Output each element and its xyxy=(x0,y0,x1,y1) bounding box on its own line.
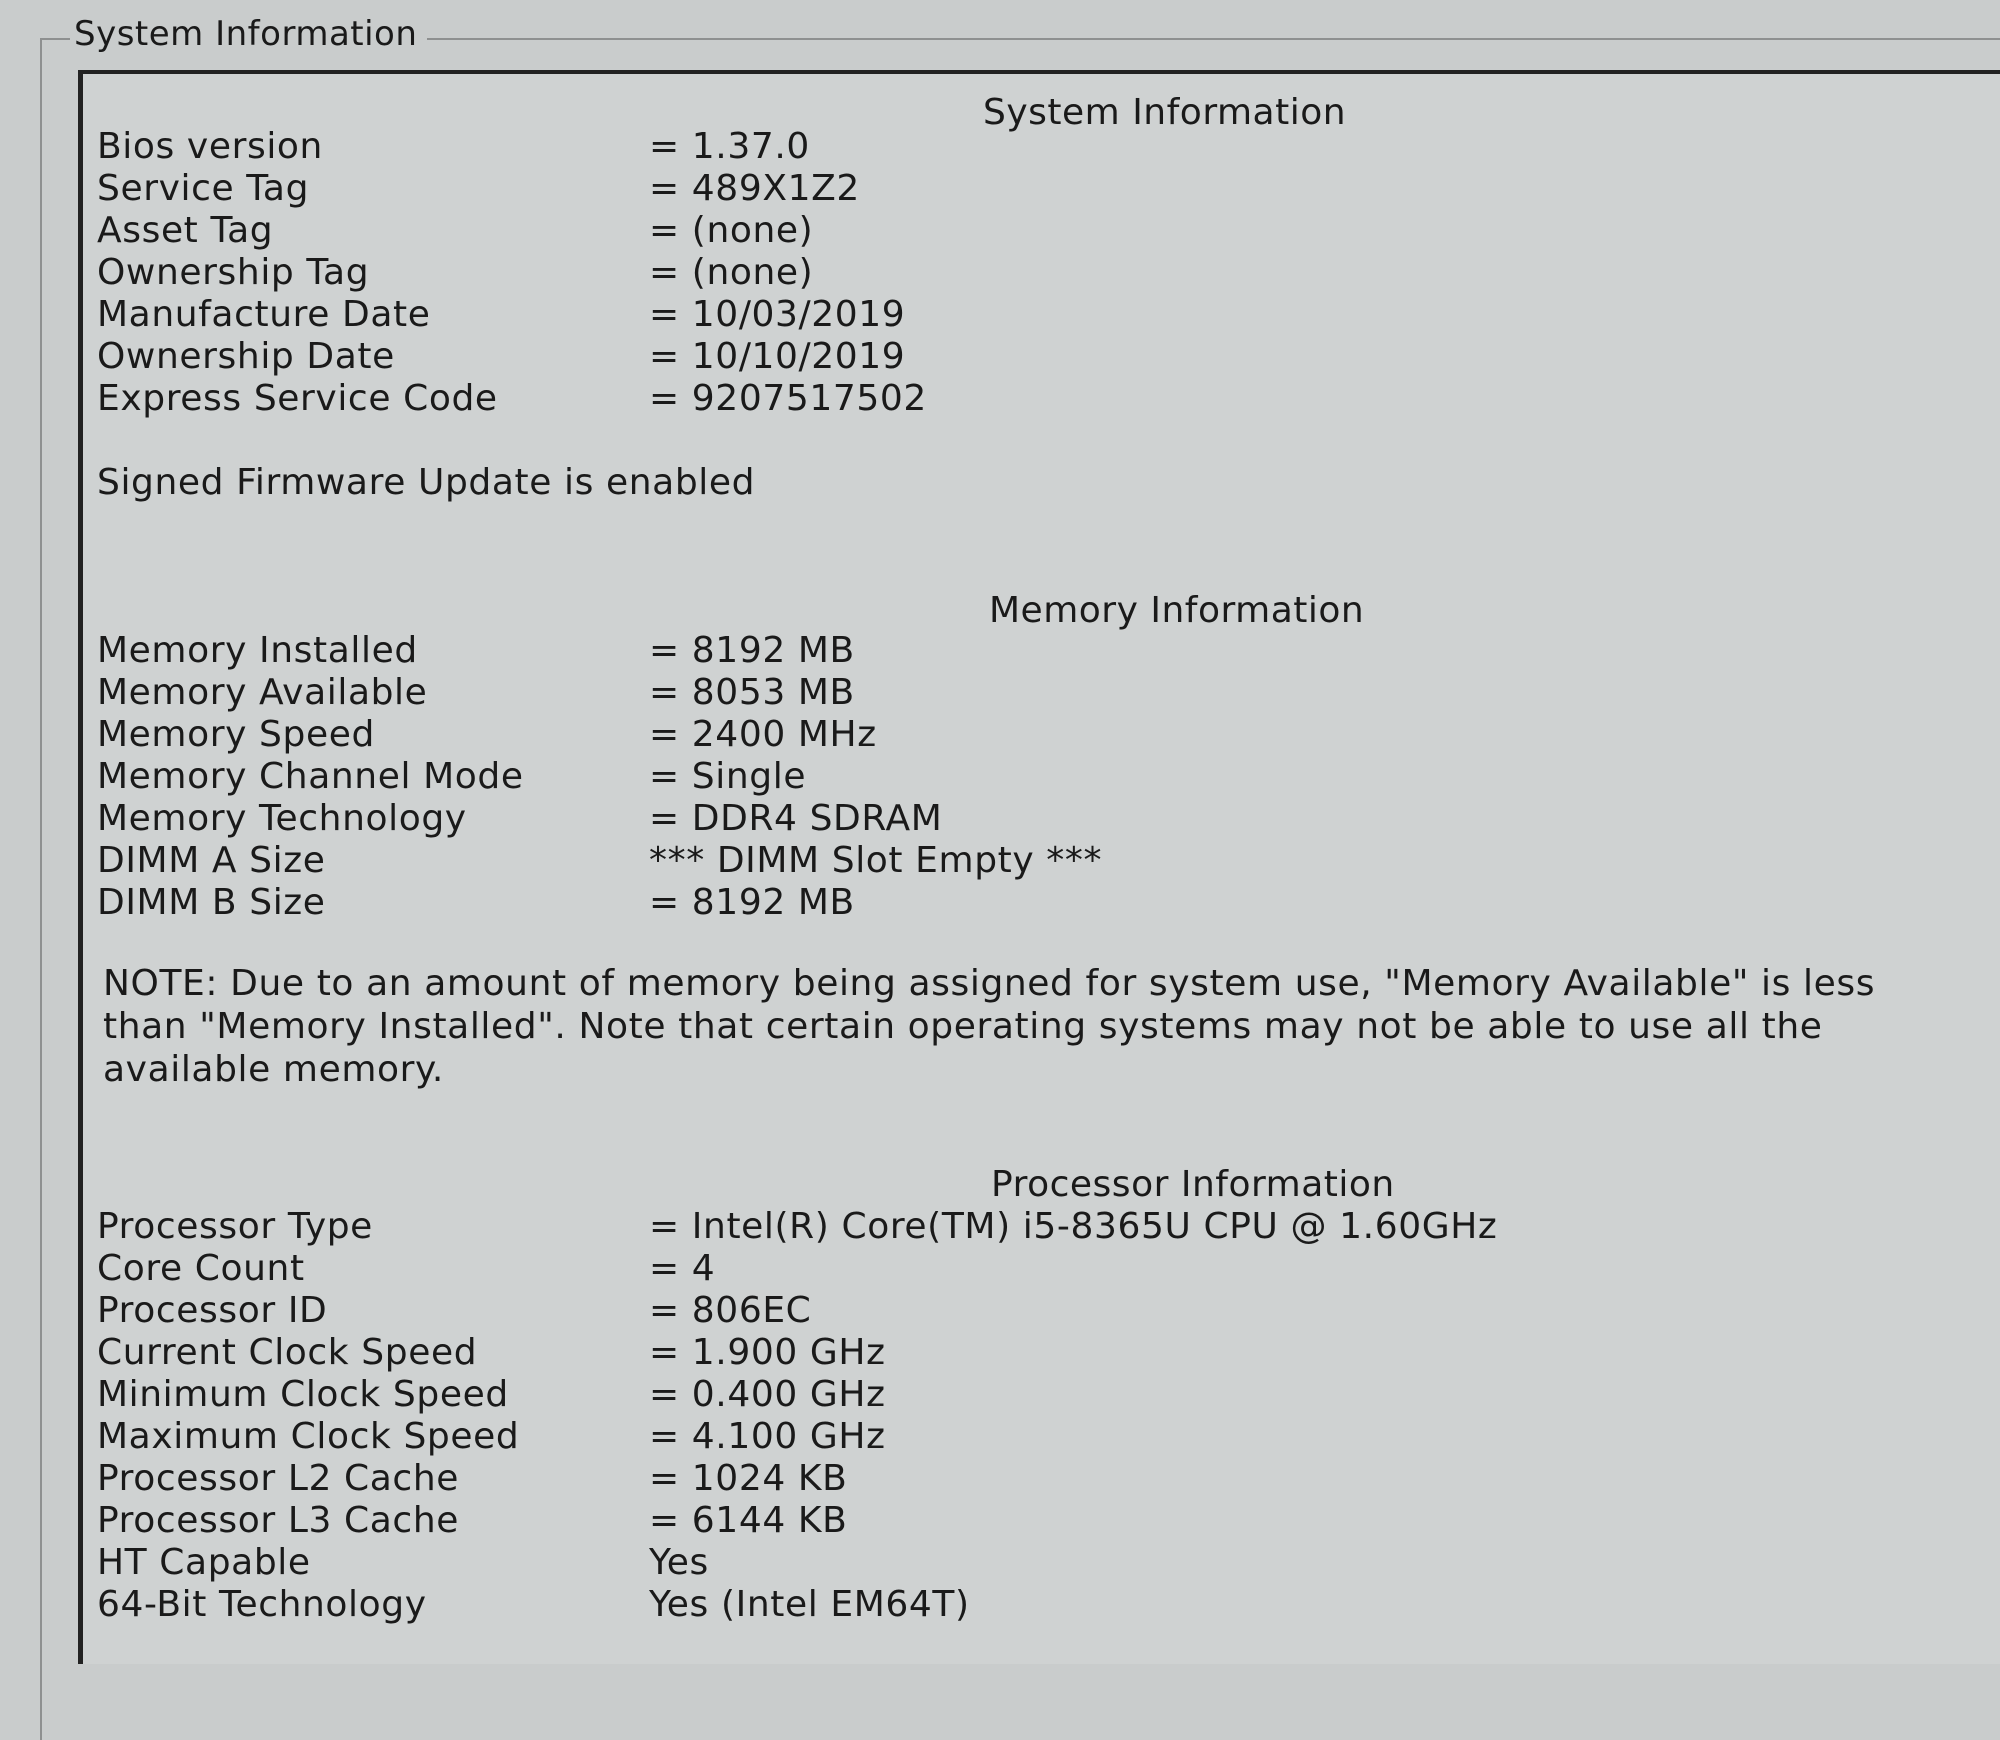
processor-value: = 0.400 GHz xyxy=(649,1374,886,1415)
memory-section-title: Memory Information xyxy=(989,590,1365,631)
info-row-express-service-code xyxy=(97,378,1997,420)
memory-label: DIMM B Size xyxy=(97,882,326,923)
processor-label: Processor L3 Cache xyxy=(97,1500,459,1541)
processor-label: 64-Bit Technology xyxy=(97,1584,427,1625)
memory-value: = DDR4 SDRAM xyxy=(649,798,943,839)
info-row-asset-tag xyxy=(97,210,1997,252)
processor-row-core-count xyxy=(97,1248,1997,1290)
memory-note-line: available memory. xyxy=(103,1049,444,1090)
processor-row-max-clock xyxy=(97,1416,1997,1458)
processor-value: = 4.100 GHz xyxy=(649,1416,886,1457)
processor-value: Yes (Intel EM64T) xyxy=(649,1584,970,1625)
processor-row-min-clock xyxy=(97,1374,1997,1416)
info-row-ownership-date xyxy=(97,336,1997,378)
info-row-bios-version xyxy=(97,126,1997,168)
memory-value: = 8053 MB xyxy=(649,672,855,713)
memory-row-channel-mode xyxy=(97,756,1997,798)
memory-row-technology xyxy=(97,798,1997,840)
memory-row-dimm-a xyxy=(97,840,1997,882)
info-label: Asset Tag xyxy=(97,210,274,251)
info-label: Manufacture Date xyxy=(97,294,431,335)
processor-row-id xyxy=(97,1290,1997,1332)
memory-value: = 8192 MB xyxy=(649,882,855,923)
info-value: = 1.37.0 xyxy=(649,126,810,167)
processor-row-64bit xyxy=(97,1584,1997,1626)
memory-value: = Single xyxy=(649,756,807,797)
processor-value: = 1.900 GHz xyxy=(649,1332,886,1373)
memory-label: Memory Channel Mode xyxy=(97,756,524,797)
processor-label: HT Capable xyxy=(97,1542,311,1583)
processor-label: Processor Type xyxy=(97,1206,373,1247)
memory-note-line: than "Memory Installed". Note that certain operating systems may not be able to use all the xyxy=(103,1006,1823,1047)
info-value: = 9207517502 xyxy=(649,378,927,419)
info-label: Ownership Date xyxy=(97,336,395,377)
memory-value: *** DIMM Slot Empty *** xyxy=(649,840,1103,881)
memory-label: Memory Speed xyxy=(97,714,375,755)
memory-row-dimm-b xyxy=(97,882,1997,924)
processor-value: = 4 xyxy=(649,1248,716,1289)
memory-label: Memory Technology xyxy=(97,798,467,839)
info-label: Bios version xyxy=(97,126,323,167)
processor-section-title: Processor Information xyxy=(991,1164,1395,1205)
memory-row-speed xyxy=(97,714,1997,756)
memory-row-available xyxy=(97,672,1997,714)
info-label: Express Service Code xyxy=(97,378,498,419)
processor-value: Yes xyxy=(649,1542,709,1583)
memory-label: Memory Installed xyxy=(97,630,418,671)
group-title: System Information xyxy=(70,14,427,54)
processor-label: Processor L2 Cache xyxy=(97,1458,459,1499)
memory-row-installed xyxy=(97,630,1997,672)
processor-label: Core Count xyxy=(97,1248,305,1289)
processor-label: Current Clock Speed xyxy=(97,1332,478,1373)
processor-label: Minimum Clock Speed xyxy=(97,1374,509,1415)
info-row-manufacture-date xyxy=(97,294,1997,336)
processor-row-l2-cache xyxy=(97,1458,1997,1500)
processor-value: = 6144 KB xyxy=(649,1500,848,1541)
processor-value: = 1024 KB xyxy=(649,1458,848,1499)
processor-label: Processor ID xyxy=(97,1290,328,1331)
processor-row-type xyxy=(97,1206,1997,1248)
processor-value: = Intel(R) Core(TM) i5-8365U CPU @ 1.60GHz xyxy=(649,1206,1498,1247)
processor-row-ht-capable xyxy=(97,1542,1997,1584)
system-section-title: System Information xyxy=(983,92,1347,133)
memory-label: Memory Available xyxy=(97,672,428,713)
info-value: = 10/10/2019 xyxy=(649,336,906,377)
info-label: Ownership Tag xyxy=(97,252,370,293)
info-row-ownership-tag xyxy=(97,252,1997,294)
info-value: = (none) xyxy=(649,210,814,251)
firmware-status: Signed Firmware Update is enabled xyxy=(97,462,756,503)
info-value: = 489X1Z2 xyxy=(649,168,860,209)
memory-note-line: NOTE: Due to an amount of memory being assigned for system use, "Memory Available" is less xyxy=(103,963,1876,1004)
memory-value: = 8192 MB xyxy=(649,630,855,671)
processor-value: = 806EC xyxy=(649,1290,812,1331)
memory-value: = 2400 MHz xyxy=(649,714,877,755)
memory-note xyxy=(103,962,2000,1091)
info-value: = (none) xyxy=(649,252,814,293)
info-label: Service Tag xyxy=(97,168,310,209)
processor-label: Maximum Clock Speed xyxy=(97,1416,520,1457)
info-value: = 10/03/2019 xyxy=(649,294,906,335)
processor-row-current-clock xyxy=(97,1332,1997,1374)
system-information-panel[interactable] xyxy=(78,70,2000,1664)
processor-row-l3-cache xyxy=(97,1500,1997,1542)
memory-label: DIMM A Size xyxy=(97,840,326,881)
info-row-service-tag xyxy=(97,168,1997,210)
